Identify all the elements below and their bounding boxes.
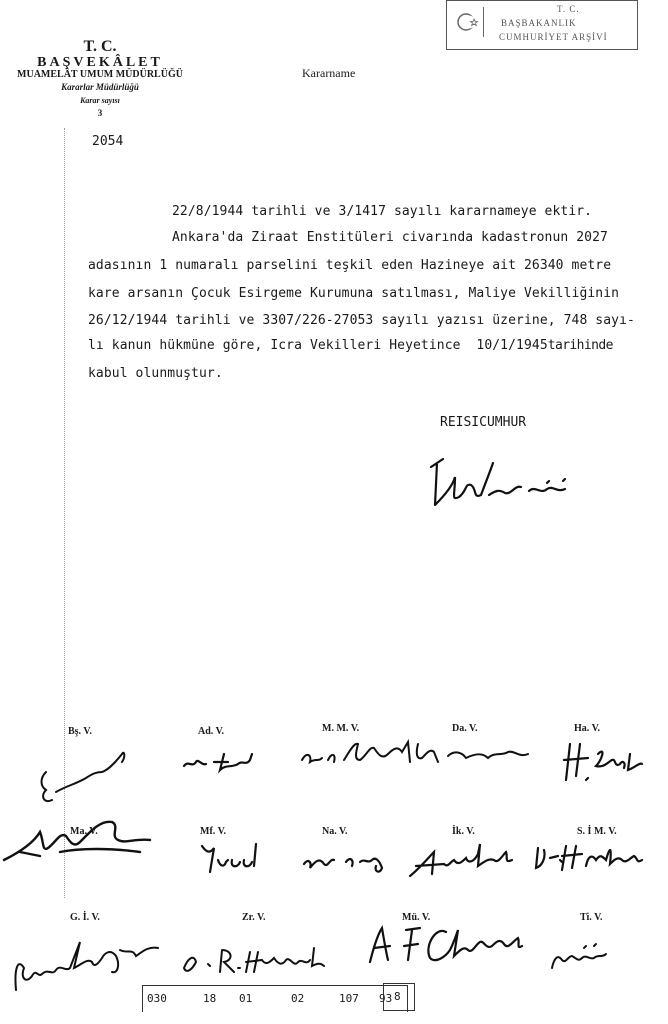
- stamp-line-1: T. C.: [557, 4, 580, 14]
- stamp-line-2: BAŞBAKANLIK: [501, 18, 577, 28]
- archive-code-part: 107: [339, 992, 359, 1005]
- letterhead-mudurluk: MUAMELÂT UMUM MÜDÜRLÜĞÜ: [17, 69, 183, 80]
- signature-ti: [548, 934, 618, 979]
- signature-ad: [180, 746, 270, 781]
- letterhead-kararlar: Kararlar Müdürlüğü: [61, 82, 139, 92]
- minister-label-ik: İk. V.: [452, 826, 475, 837]
- minister-label-da: Da. V.: [452, 723, 478, 734]
- body-line-4: kare arsanın Çocuk Esirgeme Kurumuna satılması, Maliye Vekilliğinin: [88, 286, 620, 301]
- body-line-1: 22/8/1944 tarihli ve 3/1417 sayılı kararnameye ektir.: [172, 204, 593, 219]
- archive-code-part: 8: [394, 990, 401, 1003]
- document-type: Kararname: [302, 66, 356, 80]
- archive-code-box: [142, 985, 408, 1012]
- minister-label-mu: Mü. V.: [402, 912, 431, 923]
- body-line-5: 26/12/1944 tarihli ve 3307/226-27053 sayılı yazısı üzerine, 748 sayı-: [88, 313, 635, 328]
- letterhead-basvekalet: BAŞVEKÂLET: [37, 55, 163, 70]
- minister-label-sim: S. İ M. V.: [577, 826, 617, 837]
- signature-ma: [0, 812, 160, 877]
- archive-code-part: 02: [291, 992, 305, 1005]
- body-line-6-end: tarihinde: [547, 338, 613, 353]
- crescent-star-seal-icon: [453, 7, 484, 37]
- minister-label-mf: Mf. V.: [200, 826, 227, 837]
- body-line-6: [88, 338, 613, 353]
- minister-label-ad: Ad. V.: [198, 726, 225, 737]
- signature-mu: [360, 916, 540, 977]
- body-line-3: adasının 1 numaralı parselini teşkil eden Hazineye ait 26340 metre: [88, 258, 612, 273]
- body-line-2: Ankara'da Ziraat Enstitüleri civarında kadastronun 2027: [172, 230, 608, 245]
- body-line-7: kabul olunmuştur.: [88, 366, 223, 381]
- signature-na: [300, 842, 400, 883]
- minister-label-ma: Ma. V.: [70, 826, 98, 837]
- archive-code-part: 93: [379, 992, 393, 1005]
- body-line-6-text: lı kanun hükmüne göre, Icra Vekilleri Heyetince 10/1/1945: [88, 338, 548, 353]
- minister-label-zr: Zr. V.: [242, 912, 266, 923]
- signature-mf: [196, 838, 276, 883]
- archive-code-part: 030: [147, 992, 167, 1005]
- signature-ik: [404, 838, 524, 889]
- minister-label-ti: Ti. V.: [580, 912, 603, 923]
- archive-code-last-box: [383, 983, 415, 1011]
- president-signature: [425, 455, 585, 520]
- minister-label-ha: Ha. V.: [574, 723, 601, 734]
- archive-code-part: 01: [239, 992, 253, 1005]
- reisicumhur-label: REISICUMHUR: [440, 415, 527, 430]
- minister-label-gi: G. İ. V.: [70, 912, 100, 923]
- minister-label-bs: Bş. V.: [68, 726, 92, 737]
- minister-label-mm: M. M. V.: [322, 723, 360, 734]
- letterhead-karar-sayisi-label: Karar sayısı: [80, 96, 120, 105]
- signature-mm: [298, 738, 538, 777]
- signature-ha: [560, 740, 650, 791]
- signature-zr: [178, 938, 338, 989]
- archive-stamp: [446, 0, 638, 50]
- signature-bs: [36, 742, 136, 817]
- letterhead-karar-sayisi-value: 3: [97, 108, 103, 118]
- minister-label-na: Na. V.: [322, 826, 348, 837]
- archive-code-part: 18: [203, 992, 217, 1005]
- letterhead-tc: T. C.: [83, 38, 117, 55]
- stamp-line-3: CUMHURİYET ARŞİVİ: [499, 32, 608, 42]
- decision-number: 2054: [92, 134, 124, 149]
- signature-sim: [532, 836, 662, 881]
